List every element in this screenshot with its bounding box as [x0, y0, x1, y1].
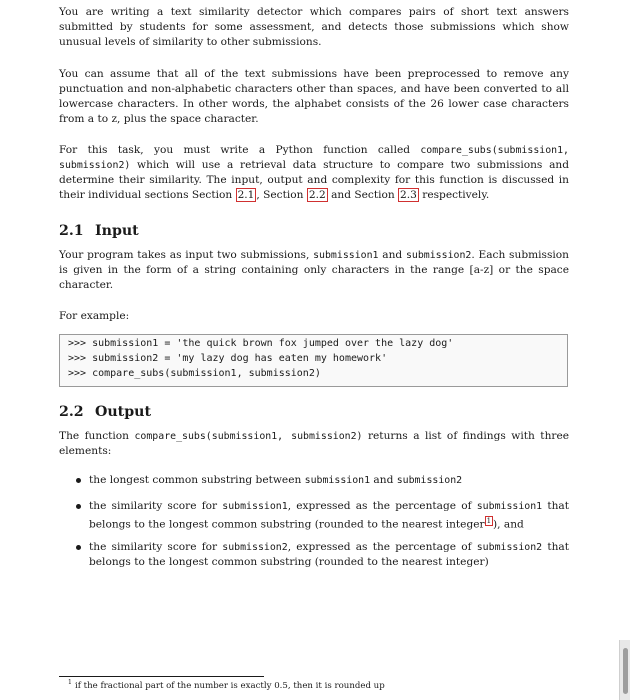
text-span: respectively. [418, 189, 490, 201]
text-span: , expressed as the percentage of [287, 500, 477, 512]
bullet-icon [76, 545, 81, 550]
scrollbar-thumb[interactable] [623, 648, 628, 694]
footnote-link[interactable]: 1 [486, 517, 492, 525]
text-span: The function [59, 430, 135, 442]
inline-code: submission2 [476, 542, 543, 553]
text-span: , expressed as the percentage of [287, 541, 477, 553]
text-span: and [378, 249, 406, 261]
input-paragraph [59, 248, 569, 293]
text-span: the similarity score for [89, 500, 223, 512]
text-span: ), and [493, 518, 524, 531]
text-span: which will use a retrieval data structure to compare two submissions and determine their similarity. The input, output and complexity for this function is discussed in their individual sections Section [59, 159, 569, 201]
intro-paragraph-1-text: You are writing a text similarity detector which compares pairs of short text answers submitted by students for some assessment, and detects those submissions which show unusual levels of similarity to other submissions. [59, 6, 569, 48]
inline-code: submission2 [396, 475, 463, 486]
example-label [59, 309, 569, 324]
footnote-divider [59, 676, 264, 677]
bullet-icon [76, 478, 81, 483]
section-number: 2.2 [59, 404, 84, 420]
intro-paragraph-3 [59, 143, 569, 203]
footnote-text: if the fractional part of the number is exactly 0.5, then it is rounded up [75, 681, 385, 691]
output-paragraph [59, 429, 569, 459]
section-title: Input [95, 223, 139, 239]
vertical-scrollbar[interactable] [619, 640, 630, 700]
intro-paragraph-2 [59, 67, 569, 127]
footnote-mark: 1 [68, 679, 72, 686]
text-span: that belongs to the longest common substring (rounded to the nearest integer) [89, 541, 569, 568]
function-signature-code: compare_subs(submission1, submission2) [134, 431, 363, 442]
inline-code: submission1 [313, 250, 379, 261]
bullet-icon [76, 504, 81, 509]
inline-code: submission1 [476, 501, 543, 512]
code-line: >>> submission1 = 'the quick brown fox jumped over the lazy dog' [68, 338, 454, 349]
intro-paragraph-2-text: You can assume that all of the text submissions have been preprocessed to remove any punctuation and non-alphabetic characters other than spaces, and have been converted to all lowercase characters. In other words, the alphabet consists of the 26 lower case characters from a to z, plus the space character. [59, 68, 569, 125]
inline-code: submission2 [405, 250, 472, 261]
text-span: and [370, 474, 397, 486]
intro-paragraph-1 [59, 5, 569, 50]
inline-code: submission1 [304, 475, 371, 486]
text-span: that belongs to the longest common substring (rounded to the nearest integer [89, 500, 569, 531]
text-span: the longest common substring between [89, 474, 305, 486]
text-span: the similarity score for [89, 541, 223, 553]
section-link-2-1[interactable]: 2.1 [237, 189, 255, 201]
text-span: For this task, you must write a Python function called [59, 144, 421, 156]
inline-code: submission1 [222, 501, 288, 512]
code-example-box [59, 334, 568, 387]
code-line: >>> compare_subs(submission1, submission2) [68, 368, 321, 379]
function-signature-code: compare_subs(submission1, submission2) [59, 145, 569, 171]
code-line: >>> submission2 = 'my lazy dog has eaten my homework' [68, 353, 388, 364]
text-span: Your program takes as input two submissions, [59, 249, 314, 261]
section-number: 2.1 [59, 223, 84, 239]
text-span: , Section [256, 189, 307, 201]
section-heading-input [59, 223, 139, 239]
text-span: and Section [327, 189, 399, 201]
section-link-2-3[interactable]: 2.3 [400, 189, 417, 201]
example-label-text: For example: [59, 310, 130, 322]
text-span: returns a list of findings with three elements: [59, 430, 569, 457]
section-heading-output [59, 404, 151, 420]
inline-code: submission2 [222, 542, 288, 553]
section-link-2-2[interactable]: 2.2 [308, 189, 326, 201]
text-span: . Each submission is given in the form of a string containing only characters in the range [a-z] or the space character. [59, 249, 569, 291]
section-title: Output [95, 404, 152, 420]
